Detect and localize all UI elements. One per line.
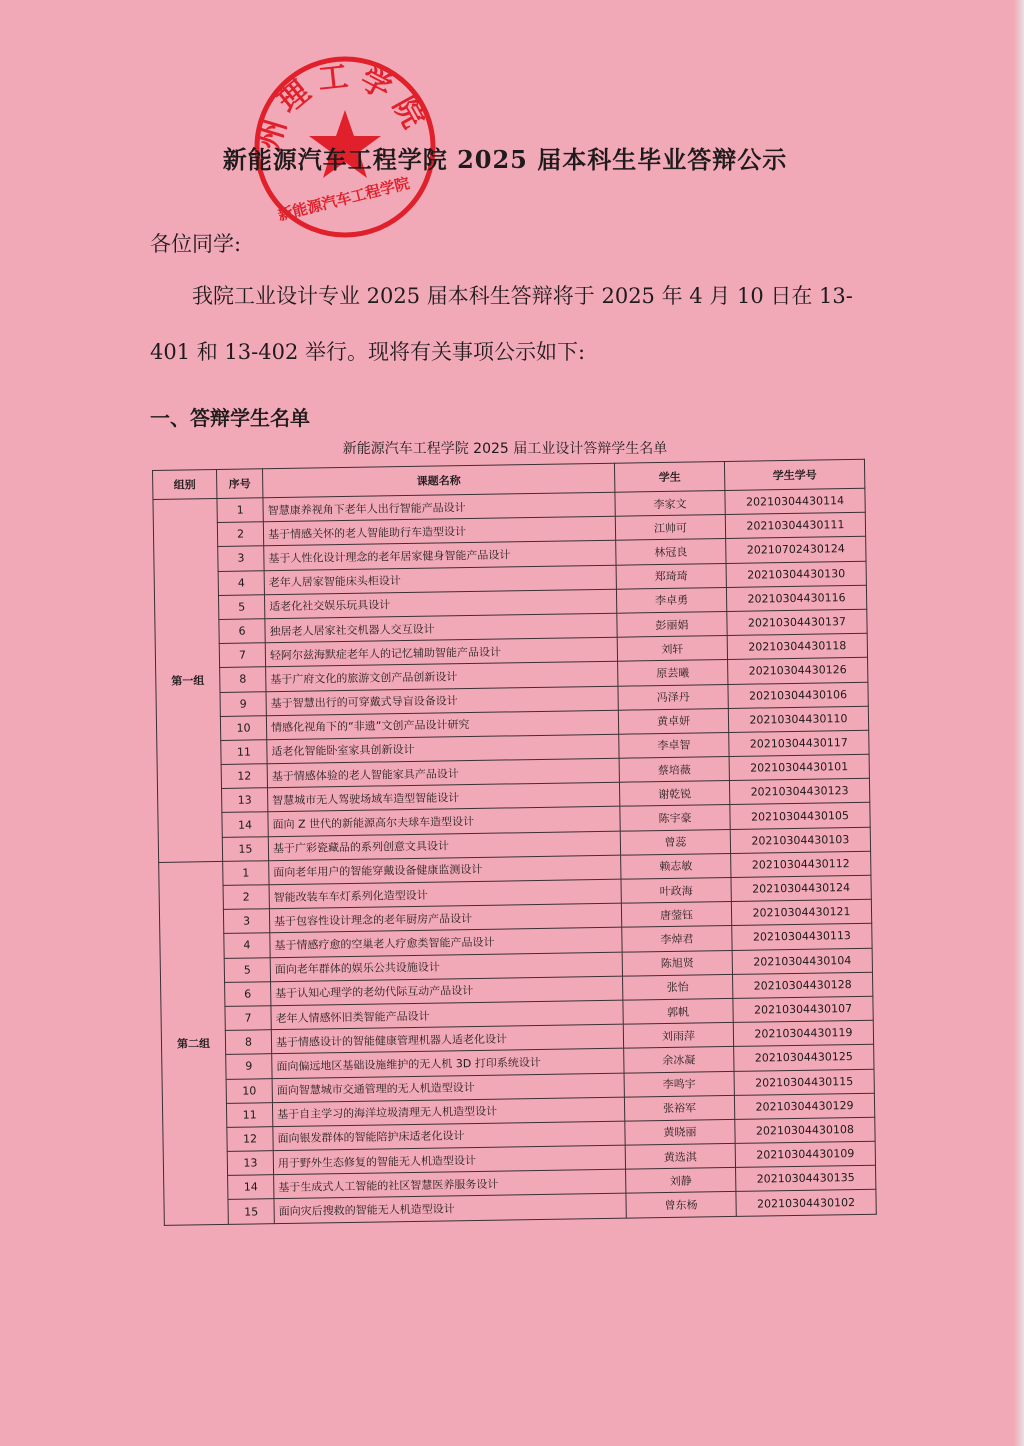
row-student-id: 20210304430123 bbox=[729, 779, 869, 805]
row-student-id: 20210304430135 bbox=[736, 1165, 876, 1191]
row-student-id: 20210304430121 bbox=[731, 899, 871, 925]
row-student: 陈宇豪 bbox=[620, 805, 730, 831]
row-seq: 13 bbox=[222, 788, 268, 813]
row-student-id: 20210702430124 bbox=[726, 537, 866, 563]
row-seq: 14 bbox=[228, 1175, 274, 1200]
row-seq: 11 bbox=[221, 740, 267, 765]
row-topic: 轻阿尔兹海默症老年人的记忆辅助智能产品设计 bbox=[265, 637, 617, 667]
row-student: 李卓勇 bbox=[616, 587, 726, 613]
row-topic: 独居老人居家社交机器人交互设计 bbox=[265, 613, 617, 643]
row-student: 冯泽丹 bbox=[618, 684, 728, 710]
row-seq: 9 bbox=[220, 691, 266, 716]
row-topic: 老年人居家智能床头柜设计 bbox=[264, 565, 616, 595]
row-seq: 3 bbox=[218, 546, 264, 571]
row-student: 曾蕊 bbox=[620, 829, 730, 855]
row-student-id: 20210304430128 bbox=[732, 972, 872, 998]
row-student: 曾东杨 bbox=[626, 1192, 736, 1218]
row-student-id: 20210304430137 bbox=[727, 609, 867, 635]
seal-inner-text: 新能源汽车工程学院 bbox=[276, 174, 412, 225]
row-seq: 9 bbox=[226, 1054, 272, 1079]
page-edge bbox=[1014, 0, 1024, 1446]
row-student-id: 20210304430116 bbox=[726, 585, 866, 611]
row-seq: 6 bbox=[225, 981, 271, 1006]
row-student: 余冰凝 bbox=[624, 1047, 734, 1073]
row-seq: 5 bbox=[224, 957, 270, 982]
row-topic: 基于广府文化的旅游文创产品创新设计 bbox=[266, 662, 618, 692]
row-student-id: 20210304430129 bbox=[734, 1093, 874, 1119]
row-student: 赖志敏 bbox=[621, 853, 731, 879]
row-student-id: 20210304430104 bbox=[732, 948, 872, 974]
row-student: 彭丽娟 bbox=[617, 611, 727, 637]
row-topic: 面向银发群体的智能陪护床适老化设计 bbox=[273, 1121, 625, 1151]
row-student: 唐蓥钰 bbox=[621, 902, 731, 928]
row-topic: 面向老年用户的智能穿戴设备健康监测设计 bbox=[269, 855, 621, 885]
row-student: 李焯君 bbox=[622, 926, 732, 952]
row-student-id: 20210304430112 bbox=[731, 851, 871, 877]
row-topic: 基于情感体验的老人智能家具产品设计 bbox=[267, 758, 619, 788]
row-student-id: 20210304430125 bbox=[734, 1045, 874, 1071]
row-seq: 2 bbox=[223, 885, 269, 910]
row-seq: 15 bbox=[228, 1199, 274, 1224]
row-student-id: 20210304430105 bbox=[730, 803, 870, 829]
row-student: 郑琦琦 bbox=[616, 563, 726, 589]
group-label: 第一组 bbox=[153, 498, 223, 862]
row-student-id: 20210304430108 bbox=[735, 1117, 875, 1143]
row-student: 黄选淇 bbox=[625, 1143, 735, 1169]
row-seq: 12 bbox=[221, 764, 267, 789]
row-student-id: 20210304430115 bbox=[734, 1069, 874, 1095]
row-seq: 13 bbox=[227, 1151, 273, 1176]
student-roster-table bbox=[152, 459, 877, 1226]
row-seq: 8 bbox=[220, 667, 266, 692]
row-seq: 2 bbox=[217, 522, 263, 547]
row-student: 李卓智 bbox=[619, 732, 729, 758]
row-topic: 基于生成式人工智能的社区智慧医养服务设计 bbox=[274, 1169, 626, 1199]
row-topic: 智慧城市无人驾驶场域车造型智能设计 bbox=[268, 782, 620, 812]
group-label: 第二组 bbox=[159, 861, 229, 1225]
row-student: 林冠良 bbox=[616, 539, 726, 565]
row-student: 刘静 bbox=[626, 1168, 736, 1194]
header-student-id: 学生学号 bbox=[724, 459, 864, 490]
row-seq: 15 bbox=[222, 836, 268, 861]
row-seq: 6 bbox=[219, 619, 265, 644]
row-seq: 8 bbox=[225, 1030, 271, 1055]
row-seq: 1 bbox=[217, 498, 263, 523]
row-student-id: 20210304430114 bbox=[725, 488, 865, 514]
row-topic: 面向智慧城市交通管理的无人机造型设计 bbox=[272, 1073, 624, 1103]
row-topic: 情感化视角下的“非遗”文创产品设计研究 bbox=[266, 710, 618, 740]
row-seq: 7 bbox=[219, 643, 265, 668]
row-topic: 基于包容性设计理念的老年厨房产品设计 bbox=[269, 903, 621, 933]
section-heading: 一、答辩学生名单 bbox=[150, 406, 310, 430]
row-student: 叶政海 bbox=[621, 877, 731, 903]
row-student: 黄卓妍 bbox=[618, 708, 728, 734]
row-student-id: 20210304430130 bbox=[726, 561, 866, 587]
row-seq: 12 bbox=[227, 1127, 273, 1152]
row-topic: 基于情感设计的智能健康管理机器人适老化设计 bbox=[271, 1024, 623, 1054]
intro-paragraph: 我院工业设计专业 2025 届本科生答辩将于 2025 年 4 月 10 日在 13-401 和 13-402 举行。现将有关事项公示如下: bbox=[150, 284, 853, 364]
row-student-id: 20210304430126 bbox=[728, 658, 868, 684]
row-topic: 基于认知心理学的老幼代际互动产品设计 bbox=[271, 976, 623, 1006]
row-seq: 10 bbox=[220, 715, 266, 740]
row-student-id: 20210304430111 bbox=[725, 512, 865, 538]
row-seq: 3 bbox=[223, 909, 269, 934]
row-topic: 面向 Z 世代的新能源高尔夫球车造型设计 bbox=[268, 807, 620, 837]
row-student-id: 20210304430109 bbox=[735, 1141, 875, 1167]
row-student-id: 20210304430117 bbox=[729, 730, 869, 756]
row-topic: 老年人情感怀旧类智能产品设计 bbox=[271, 1000, 623, 1030]
row-topic: 基于人性化设计理念的老年居家健身智能产品设计 bbox=[264, 541, 616, 571]
row-topic: 智慧康养视角下老年人出行智能产品设计 bbox=[263, 492, 615, 522]
row-student-id: 20210304430107 bbox=[733, 996, 873, 1022]
row-student-id: 20210304430102 bbox=[736, 1190, 876, 1216]
row-student: 江帅可 bbox=[615, 515, 725, 541]
row-topic: 面向偏远地区基础设施维护的无人机 3D 打印系统设计 bbox=[272, 1048, 624, 1078]
row-student: 谢乾锐 bbox=[619, 781, 729, 807]
row-student-id: 20210304430101 bbox=[729, 754, 869, 780]
row-topic: 面向老年群体的娱乐公共设施设计 bbox=[270, 952, 622, 982]
row-student: 李家文 bbox=[615, 491, 725, 517]
row-student: 李鸣宇 bbox=[624, 1071, 734, 1097]
page-title: 新能源汽车工程学院 2025 届本科生毕业答辩公示 bbox=[222, 145, 788, 174]
row-student-id: 20210304430118 bbox=[727, 633, 867, 659]
row-student: 郭帆 bbox=[623, 998, 733, 1024]
greeting: 各位同学: bbox=[150, 232, 242, 256]
row-student: 刘雨萍 bbox=[623, 1023, 733, 1049]
row-topic: 基于情感疗愈的空巢老人疗愈类智能产品设计 bbox=[270, 928, 622, 958]
row-topic: 适老化社交娱乐玩具设计 bbox=[264, 589, 616, 619]
header-topic: 课题名称 bbox=[262, 463, 614, 498]
table-caption: 新能源汽车工程学院 2025 届工业设计答辩学生名单 bbox=[342, 441, 668, 457]
row-seq: 4 bbox=[224, 933, 270, 958]
row-seq: 14 bbox=[222, 812, 268, 837]
header-group: 组别 bbox=[153, 469, 217, 499]
row-seq: 11 bbox=[226, 1102, 272, 1127]
row-student-id: 20210304430124 bbox=[731, 875, 871, 901]
header-seq: 序号 bbox=[216, 469, 262, 499]
seal-outer-text: 州理工学院 bbox=[251, 58, 435, 154]
row-student-id: 20210304430113 bbox=[732, 924, 872, 950]
row-topic: 基于智慧出行的可穿戴式导盲设备设计 bbox=[266, 686, 618, 716]
row-student-id: 20210304430106 bbox=[728, 682, 868, 708]
row-seq: 7 bbox=[225, 1006, 271, 1031]
row-student: 原芸曦 bbox=[618, 660, 728, 686]
row-student: 陈旭贤 bbox=[622, 950, 732, 976]
row-student: 蔡培薇 bbox=[619, 757, 729, 783]
header-student: 学生 bbox=[614, 462, 724, 493]
row-topic: 用于野外生态修复的智能无人机造型设计 bbox=[273, 1145, 625, 1175]
row-student-id: 20210304430119 bbox=[733, 1020, 873, 1046]
row-seq: 1 bbox=[223, 861, 269, 886]
row-topic: 适老化智能卧室家具创新设计 bbox=[267, 734, 619, 764]
row-seq: 4 bbox=[218, 570, 264, 595]
row-topic: 基于广彩瓷藏品的系列创意文具设计 bbox=[268, 831, 620, 861]
row-student: 刘轩 bbox=[617, 636, 727, 662]
row-student-id: 20210304430110 bbox=[728, 706, 868, 732]
row-student-id: 20210304430103 bbox=[730, 827, 870, 853]
row-topic: 基于自主学习的海洋垃圾清理无人机造型设计 bbox=[272, 1097, 624, 1127]
table-body bbox=[153, 488, 876, 1225]
row-student: 黄晓丽 bbox=[625, 1119, 735, 1145]
row-topic: 智能改装车车灯系列化造型设计 bbox=[269, 879, 621, 909]
row-seq: 5 bbox=[218, 594, 264, 619]
row-student: 张裕军 bbox=[624, 1095, 734, 1121]
row-seq: 10 bbox=[226, 1078, 272, 1103]
row-student: 张怡 bbox=[623, 974, 733, 1000]
row-topic: 面向灾后搜救的智能无人机造型设计 bbox=[274, 1194, 626, 1224]
row-topic: 基于情感关怀的老人智能助行车造型设计 bbox=[263, 516, 615, 546]
